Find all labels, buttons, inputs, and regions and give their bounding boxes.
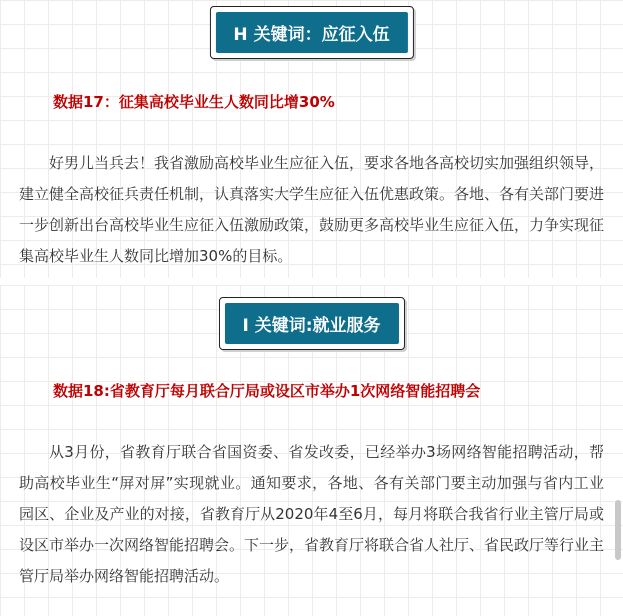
section-paragraph: 好男儿当兵去！我省激励高校毕业生应征入伍，要求各地各高校切实加强组织领导，建立健全高校征兵责任机制，认真落实大学生应征入伍优惠政策。各地、各有关部门要进一步创新出台高校毕业生应征入伍激励政策，鼓励更多高校毕业生应征入伍，力争实现征集高校毕业生人数同比增加30%的目标。 bbox=[19, 154, 605, 265]
section-divider bbox=[0, 278, 623, 285]
section-heading: 数据18:省教育厅每月联合厅局或设区市举办1次网络智能招聘会 bbox=[53, 382, 481, 400]
keyword-badge-h bbox=[209, 6, 413, 59]
scrollbar[interactable] bbox=[615, 500, 621, 560]
section-paragraph: 从3月份，省教育厅联合省国资委、省发改委，已经举办3场网络智能招聘活动，帮助高校毕业生“屏对屏”实现就业。通知要求，各地、各有关部门要主动加强与省内工业园区、企业及产业的对接，省教育厅从2020年4至6月，每月将联合我省行业主管厅局或设区市举办一次网络智能招聘会。下一步，省教育厅将联合省人社厅、省民政厅等行业主管厅局举办网络智能招聘活动。 bbox=[19, 443, 605, 585]
keyword-badge-label: I 关键词:就业服务 bbox=[224, 303, 398, 344]
keyword-badge-i bbox=[218, 297, 404, 350]
keyword-badge-label: H 关键词：应征入伍 bbox=[215, 12, 407, 53]
scrollbar-thumb[interactable] bbox=[615, 500, 621, 560]
section-heading: 数据17：征集高校毕业生人数同比增30% bbox=[53, 93, 335, 111]
